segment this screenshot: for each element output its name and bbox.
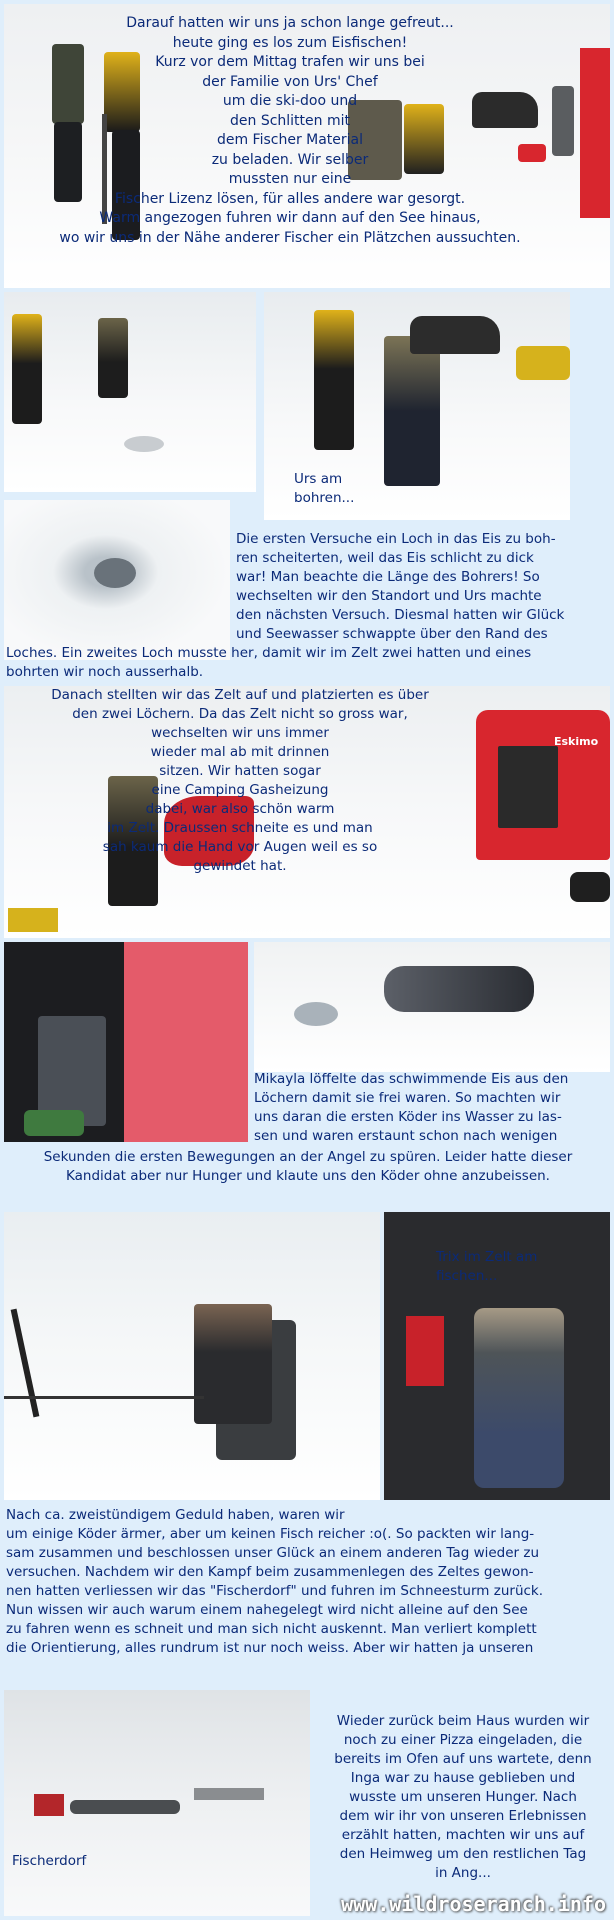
photo-fishing-outside — [4, 1212, 380, 1500]
tent-wall-red — [124, 942, 248, 1142]
shovel — [11, 1309, 40, 1418]
caption-urs: Urs am bohren... — [294, 471, 355, 506]
section4-full: Sekunden die ersten Bewegungen an der Angel zu spüren. Leider hatte dieser Kandidat aber nur Hunger und klaute uns den Köder ohne anzubeissen. — [43, 1149, 573, 1184]
person-driller — [98, 318, 128, 398]
ice-hole — [94, 558, 136, 588]
red-shack — [34, 1794, 64, 1816]
photo-drilling-right — [264, 292, 570, 520]
section1-text: Darauf hatten wir uns ja schon lange gefreut... heute ging es los zum Eisfischen! Kurz vor dem Mittag trafen wir uns bei der Familie von Urs' Chef um die ski-doo und den Schlitten mit dem Fischer Material zu beladen. Wir selber mussten nur eine Fischer Lizenz lösen, für alles andere war gesorgt. Warm angezogen fuhren wir dann auf den See hinaus, wo wir uns in der Nähe anderer Fischer ein Plätzchen aussuchten. — [59, 15, 521, 246]
tent-edge — [580, 48, 610, 218]
watermark: www.wildroseranch.info — [341, 1892, 606, 1916]
photo-spooning-ice — [254, 942, 610, 1072]
section4-text: Mikayla löffelte das schwimmende Eis aus den Löchern damit sie frei waren. So machten wir uns daran die ersten Köder ins Wasser zu las- sen und waren erstaunt schon nach wenigen — [254, 1071, 569, 1144]
photo-drilling-left — [4, 292, 256, 492]
person-yellow-jacket — [12, 314, 42, 424]
photo-ice-hole — [4, 500, 230, 660]
photo-inside-tent — [4, 942, 248, 1142]
snowmobile-row — [70, 1800, 180, 1814]
photo-fischerdorf — [4, 1690, 310, 1916]
gear-pile — [24, 1110, 84, 1136]
photo-trix-in-tent — [384, 1212, 610, 1500]
person-yellow-jacket — [314, 310, 354, 450]
tent-door — [498, 746, 558, 828]
section3-text: Danach stellten wir das Zelt auf und platzierten es über den zwei Löchern. Da das Zelt nicht so gross war, wechselten wir uns immer wieder mal ab mit drinnen sitzen. Wir hatten sogar eine Camping Gasheizung dabei, war also schön warm im Zelt. Draussen schneite es und man sah kaum die Hand vor Augen weil es so gewindet hat. — [51, 687, 429, 874]
section5-text: Nach ca. zweistündigem Geduld haben, waren wir um einige Köder ärmer, aber um keinen Fisch reicher :o(. So packten wir lang- sam zusammen und beschlossen unser Glück an einem anderen Tag wieder zu versuchen. Nachdem wir den Kampf beim zusammenlegen des Zeltes gewon- nen hatten verliessen wir das "Fischerdorf" und fuhren im Schneesturm zurück. Nun wissen wir auch warum einem nahegelegt wird nicht alleine auf den See zu fahren wenn es schneit und man sich nicht auskennt. Man verliert komplett die Orientierung, alles rundrum ist nur noch weiss. Aber wir hatten ja unseren — [6, 1507, 544, 1656]
section2-full: Loches. Ein zweites Loch musste her, damit wir im Zelt zwei hatten und eines bohrten wir noch ausserhalb. — [6, 645, 532, 680]
section2-text: Die ersten Versuche ein Loch in das Eis zu boh- ren scheiterten, weil das Eis schlicht zu dick war! Man beachte die Länge des Bohrers! So wechselten wir den Standort und Urs machte den nächsten Versuch. Diesmal hatten wir Glück und Seewasser schwappte über den Rand des — [236, 531, 565, 642]
photo-snowmobile-loading — [4, 4, 610, 288]
caption-trix: Trix im Zelt am fischen... — [436, 1249, 538, 1284]
red-tent — [476, 710, 610, 860]
snowmobile — [410, 316, 500, 354]
yellow-sled — [516, 346, 570, 380]
section6-text: Wieder zurück beim Haus wurden wir noch zu einer Pizza eingeladen, die bereits im Ofen auf uns wartete, denn Inga war zu hause geblieben und wusste um unseren Hunger. Nach dem wir ihr von unseren Erlebnissen erzählt hatten, machten wir uns auf den Heimweg um den restlichen Tag in Ang... — [334, 1713, 592, 1881]
tent-window — [406, 1316, 444, 1386]
ice-hole — [124, 436, 164, 452]
distant-shacks — [194, 1788, 264, 1800]
person-driller-urs — [384, 336, 440, 486]
person-seated-fishing — [194, 1304, 272, 1424]
caption-fischerdorf: Fischerdorf — [12, 1853, 87, 1869]
snowmobile-small — [570, 872, 610, 902]
tent-brand-label: Eskimo — [554, 735, 599, 748]
fishing-rod — [4, 1396, 204, 1399]
person-trix — [474, 1308, 564, 1488]
yellow-sled — [8, 908, 58, 932]
person-spooning — [384, 966, 534, 1012]
ice-hole — [294, 1002, 338, 1026]
photo-tent-setup — [4, 686, 610, 938]
